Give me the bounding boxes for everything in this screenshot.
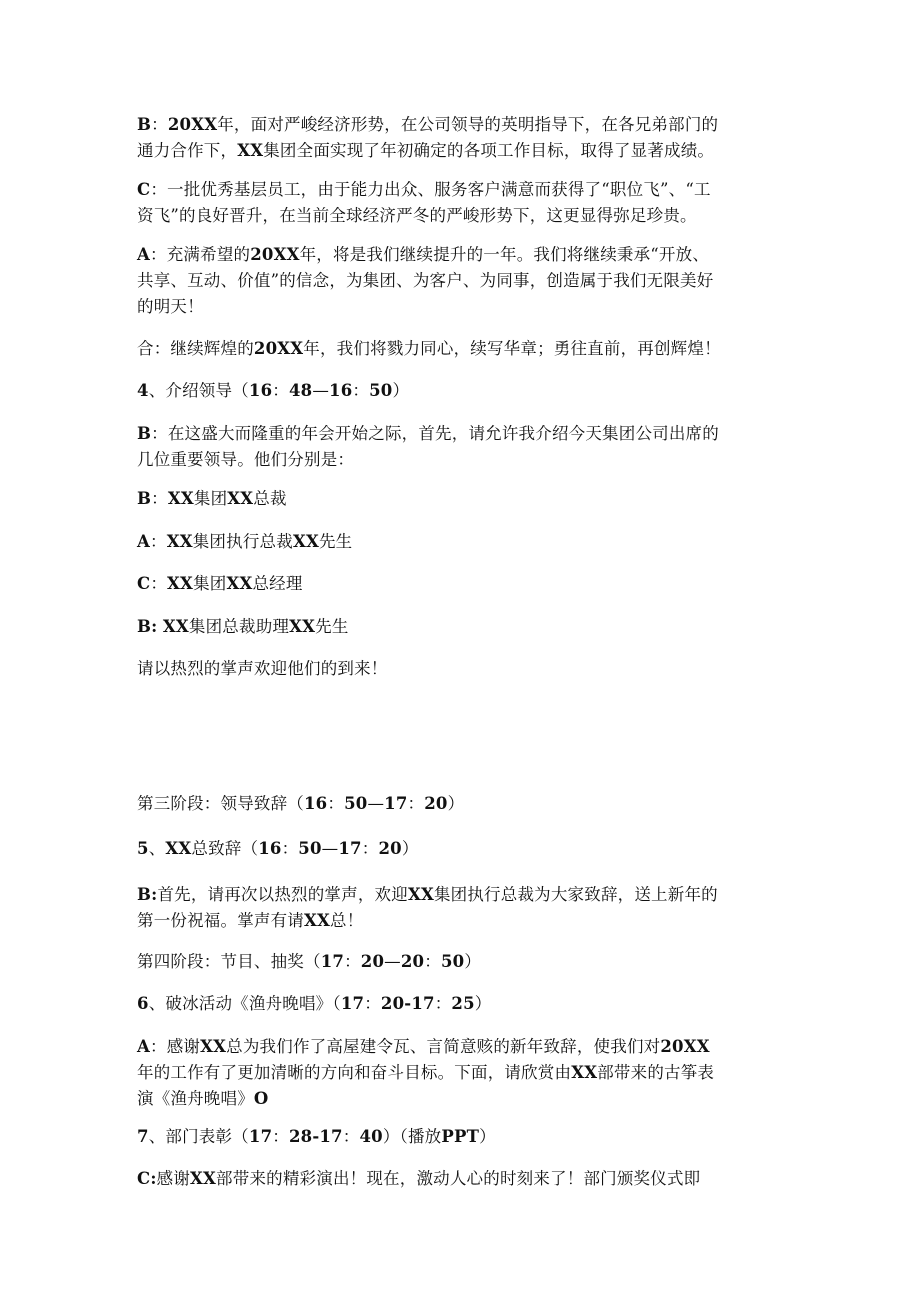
paragraph-b-review	[137, 112, 787, 164]
text-line: B：在这盛大而隆重的年会开始之际，首先，请允许我介绍今天集团公司出席的	[137, 424, 719, 443]
text-line: B: XX集团总裁助理XX先生	[137, 617, 349, 636]
text-line: A：感谢XX总为我们作了高屋建令瓦、言简意赅的新年致辞，使我们对20XX	[137, 1037, 710, 1056]
text-line: 5、XX总致辞（16：50—17：20）	[137, 839, 419, 858]
paragraph-a-hope	[137, 242, 787, 320]
paragraph-together	[137, 336, 787, 362]
text-line: 年的工作有了更加清晰的方向和奋斗目标。下面，请欣赏由XX部带来的古筝表	[137, 1063, 715, 1082]
text-line: A：充满希望的20XX年，将是我们继续提升的一年。我们将继续秉承“开放、	[137, 245, 710, 264]
heading-stage-four	[137, 949, 787, 975]
text-line: 4、介绍领导（16：48—16：50）	[137, 381, 410, 400]
text-line: C:感谢XX部带来的精彩演出！现在，激动人心的时刻来了！部门颁奖仪式即	[137, 1169, 701, 1188]
text-line: C：XX集团XX总经理	[137, 574, 303, 593]
leader-president	[137, 486, 787, 512]
text-line: 几位重要领导。他们分别是：	[137, 450, 355, 469]
heading-department-award	[137, 1124, 787, 1150]
text-line: 第三阶段：领导致辞（16：50—17：20）	[137, 794, 465, 813]
text-line: 第一份祝福。掌声有请XX总！	[137, 911, 364, 930]
paragraph-b-speech	[137, 882, 787, 934]
paragraph-c-award	[137, 1166, 787, 1192]
text-line: 6、破冰活动《渔舟晚唱》（17：20-17：25）	[137, 994, 492, 1013]
heading-icebreaker	[137, 991, 787, 1017]
text-line: 的明天！	[137, 297, 204, 316]
heading-introduce-leaders	[137, 378, 787, 404]
text-line: B:首先，请再次以热烈的掌声，欢迎XX集团执行总裁为大家致辞，送上新年的	[137, 885, 718, 904]
paragraph-c-staff	[137, 177, 787, 229]
text-line: 请以热烈的掌声欢迎他们的到来！	[137, 659, 388, 678]
text-line: C：一批优秀基层员工，由于能力出众、服务客户满意而获得了“职位飞”、“工	[137, 180, 711, 199]
paragraph-b-introduce	[137, 421, 787, 473]
leader-assistant	[137, 614, 787, 640]
text-line: B：XX集团XX总裁	[137, 489, 287, 508]
leader-general-manager	[137, 571, 787, 597]
text-line: 第四阶段：节目、抽奖（17：20—20：50）	[137, 952, 482, 971]
leader-executive-president	[137, 529, 787, 555]
text-line: 通力合作下，XX集团全面实现了年初确定的各项工作目标，取得了显著成绩。	[137, 141, 715, 160]
paragraph-a-thanks	[137, 1034, 787, 1112]
text-line: 演《渔舟晚唱》O	[137, 1089, 269, 1108]
heading-stage-three	[137, 791, 787, 817]
text-line: B：20XX年，面对严峻经济形势，在公司领导的英明指导下，在各兄弟部门的	[137, 115, 719, 134]
text-line: 共享、互动、价值”的信念，为集团、为客户、为同事，创造属于我们无限美好	[137, 271, 714, 290]
text-line: A：XX集团执行总裁XX先生	[137, 532, 353, 551]
text-line: 7、部门表彰（17：28-17：40）（播放PPT）	[137, 1127, 496, 1146]
text-line: 资飞”的良好晋升，在当前全球经济严冬的严峻形势下，这更显得弥足珍贵。	[137, 206, 697, 225]
text-line: 合：继续辉煌的20XX年，我们将戮力同心，续写华章；勇往直前，再创辉煌！	[137, 339, 721, 358]
heading-speech	[137, 836, 787, 862]
paragraph-applause	[137, 656, 787, 682]
